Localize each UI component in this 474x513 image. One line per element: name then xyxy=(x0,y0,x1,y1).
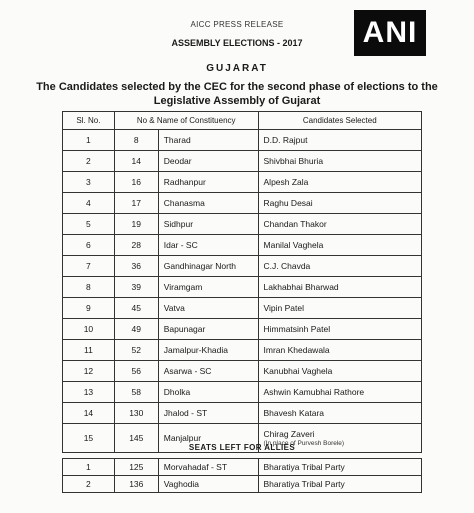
candidate-name-text: Raghu Desai xyxy=(263,198,313,208)
constituency-number-cell xyxy=(114,151,158,172)
serial-number-text: 10 xyxy=(83,324,94,334)
serial-number-cell xyxy=(63,277,115,298)
constituency-name-text: Bapunagar xyxy=(163,324,206,334)
constituency-number-cell xyxy=(114,319,158,340)
constituency-name-text: Deodar xyxy=(163,156,192,166)
ani-logo: ANI xyxy=(354,10,426,56)
candidate-name-text: C.J. Chavda xyxy=(263,261,311,271)
constituency-name-cell xyxy=(158,382,258,403)
serial-number-cell xyxy=(63,214,115,235)
table-row xyxy=(63,403,422,424)
candidate-name-cell xyxy=(258,319,421,340)
constituency-number-text: 17 xyxy=(131,198,142,208)
serial-number-text: 3 xyxy=(86,177,91,187)
constituency-number-text: 145 xyxy=(129,433,144,443)
candidate-name-cell xyxy=(258,130,421,151)
table-row xyxy=(63,340,422,361)
candidate-name-cell xyxy=(258,476,421,493)
candidate-name-cell xyxy=(258,403,421,424)
candidate-name-cell xyxy=(258,298,421,319)
table-header-row xyxy=(63,112,422,130)
constituency-number-text: 136 xyxy=(129,479,144,489)
constituency-name-cell xyxy=(158,256,258,277)
constituency-name-text: Manjalpur xyxy=(163,433,202,443)
serial-number-cell xyxy=(63,361,115,382)
table-row xyxy=(63,151,422,172)
allies-table xyxy=(62,458,422,493)
candidate-name-cell xyxy=(258,361,421,382)
constituency-name-cell xyxy=(158,193,258,214)
table-row xyxy=(63,172,422,193)
constituency-number-text: 36 xyxy=(131,261,142,271)
candidate-name-text: Bharatiya Tribal Party xyxy=(263,479,345,489)
candidate-name-text: Vipin Patel xyxy=(263,303,304,313)
candidate-name-text: Bhavesh Katara xyxy=(263,408,324,418)
table-row xyxy=(63,319,422,340)
serial-number-cell xyxy=(63,172,115,193)
table-row xyxy=(63,214,422,235)
constituency-number-text: 28 xyxy=(131,240,142,250)
table-row xyxy=(63,476,422,493)
constituency-name-cell xyxy=(158,235,258,256)
constituency-name-cell xyxy=(158,130,258,151)
constituency-number-cell xyxy=(114,340,158,361)
candidate-name-text: Chirag Zaveri xyxy=(263,429,315,439)
serial-number-cell xyxy=(63,130,115,151)
serial-number-text: 7 xyxy=(86,261,91,271)
serial-number-cell xyxy=(63,256,115,277)
candidate-name-cell xyxy=(258,214,421,235)
constituency-name-text: Asarwa - SC xyxy=(163,366,212,376)
state-title: GUJARAT xyxy=(206,63,268,74)
candidate-name-cell xyxy=(258,235,421,256)
column-header-constituency: No & Name of Constituency xyxy=(114,112,258,130)
candidate-name-cell xyxy=(258,193,421,214)
constituency-number-cell xyxy=(114,361,158,382)
press-release-label: AICC PRESS RELEASE xyxy=(190,20,284,29)
column-header-candidates: Candidates Selected xyxy=(258,112,421,130)
constituency-name-text: Chanasma xyxy=(163,198,205,208)
serial-number-cell xyxy=(63,298,115,319)
constituency-name-text: Tharad xyxy=(163,135,191,145)
candidate-name-cell xyxy=(258,256,421,277)
table-row xyxy=(63,298,422,319)
constituency-number-cell xyxy=(114,193,158,214)
serial-number-text: 12 xyxy=(83,366,94,376)
constituency-number-cell xyxy=(114,235,158,256)
candidate-name-text: Manilal Vaghela xyxy=(263,240,324,250)
constituency-name-text: Dholka xyxy=(163,387,191,397)
serial-number-text: 2 xyxy=(86,479,91,489)
constituency-name-cell xyxy=(158,361,258,382)
candidate-note: (In place of Purvesh Borele) xyxy=(263,440,345,447)
serial-number-cell xyxy=(63,151,115,172)
serial-number-text: 13 xyxy=(83,387,94,397)
constituency-number-text: 49 xyxy=(131,324,142,334)
elections-title: ASSEMBLY ELECTIONS - 2017 xyxy=(171,38,303,48)
constituency-name-text: Morvahadaf - ST xyxy=(163,462,228,472)
constituency-number-text: 56 xyxy=(131,366,142,376)
serial-number-text: 11 xyxy=(84,345,93,355)
constituency-name-text: Sidhpur xyxy=(163,219,194,229)
constituency-number-text: 39 xyxy=(131,282,142,292)
constituency-number-cell xyxy=(114,214,158,235)
constituency-name-cell xyxy=(158,476,258,493)
serial-number-cell xyxy=(63,235,115,256)
serial-number-text: 8 xyxy=(86,282,91,292)
serial-number-text: 9 xyxy=(86,303,91,313)
serial-number-cell xyxy=(63,403,115,424)
column-header-sl-no: Sl. No. xyxy=(63,112,115,130)
constituency-number-text: 8 xyxy=(133,135,139,145)
candidate-name-text: Imran Khedawala xyxy=(263,345,330,355)
constituency-number-text: 16 xyxy=(131,177,142,187)
constituency-name-cell xyxy=(158,340,258,361)
constituency-name-cell xyxy=(158,403,258,424)
candidate-name-cell xyxy=(258,382,421,403)
constituency-name-text: Vaghodia xyxy=(163,479,200,489)
constituency-name-text: Vatva xyxy=(163,303,185,313)
constituency-name-text: Jamalpur-Khadia xyxy=(163,345,228,355)
constituency-number-cell xyxy=(114,130,158,151)
constituency-number-cell xyxy=(114,277,158,298)
candidate-name-cell xyxy=(258,459,421,476)
constituency-name-text: Radhanpur xyxy=(163,177,206,187)
serial-number-cell xyxy=(63,193,115,214)
candidate-name-text: Chandan Thakor xyxy=(263,219,327,229)
allies-title: SEATS LEFT FOR ALLIES xyxy=(188,443,296,452)
constituency-name-text: Jhalod - ST xyxy=(163,408,208,418)
table-row xyxy=(63,361,422,382)
candidate-name-text: Lakhabhai Bharwad xyxy=(263,282,339,292)
candidate-name-cell xyxy=(258,172,421,193)
table-row xyxy=(63,235,422,256)
constituency-number-text: 125 xyxy=(129,462,144,472)
serial-number-text: 5 xyxy=(86,219,91,229)
candidate-name-text: Shivbhai Bhuria xyxy=(263,156,324,166)
constituency-number-cell xyxy=(114,298,158,319)
constituency-name-cell xyxy=(158,151,258,172)
constituency-name-cell xyxy=(158,298,258,319)
candidate-name-cell xyxy=(258,340,421,361)
serial-number-cell xyxy=(63,382,115,403)
serial-number-text: 15 xyxy=(83,433,94,443)
constituency-number-text: 52 xyxy=(131,345,142,355)
constituency-number-cell xyxy=(114,459,158,476)
serial-number-text: 4 xyxy=(86,198,91,208)
allies-table-body xyxy=(63,459,422,493)
document-heading: The Candidates selected by the CEC for the second phase of elections to the Legislative Assembly of Gujarat xyxy=(36,81,438,107)
constituency-number-text: 14 xyxy=(131,156,142,166)
constituency-name-cell xyxy=(158,319,258,340)
serial-number-text: 1 xyxy=(86,462,91,472)
constituency-number-text: 45 xyxy=(131,303,142,313)
candidate-name-cell xyxy=(258,277,421,298)
constituency-number-cell xyxy=(114,172,158,193)
constituency-number-cell xyxy=(114,476,158,493)
constituency-name-cell xyxy=(158,277,258,298)
constituency-number-text: 130 xyxy=(129,408,144,418)
constituency-name-cell xyxy=(158,214,258,235)
candidate-name-text: Himmatsinh Patel xyxy=(263,324,331,334)
candidate-name-text: Ashwin Kamubhai Rathore xyxy=(263,387,365,397)
serial-number-text: 1 xyxy=(86,135,91,145)
constituency-number-cell xyxy=(114,382,158,403)
candidates-table xyxy=(62,111,422,453)
constituency-name-cell xyxy=(158,459,258,476)
serial-number-text: 14 xyxy=(83,408,94,418)
candidates-table-body xyxy=(63,130,422,453)
candidate-name-text: Bharatiya Tribal Party xyxy=(263,462,345,472)
table-row xyxy=(63,256,422,277)
constituency-number-cell xyxy=(114,256,158,277)
constituency-name-text: Idar - SC xyxy=(163,240,198,250)
constituency-number-text: 58 xyxy=(131,387,142,397)
serial-number-cell xyxy=(63,476,115,493)
serial-number-cell xyxy=(63,459,115,476)
serial-number-cell xyxy=(63,340,115,361)
serial-number-text: 2 xyxy=(86,156,91,166)
constituency-name-cell xyxy=(158,172,258,193)
table-row xyxy=(63,459,422,476)
table-row xyxy=(63,277,422,298)
serial-number-text: 6 xyxy=(86,240,91,250)
constituency-name-text: Gandhinagar North xyxy=(163,261,237,271)
candidate-name-text: D.D. Rajput xyxy=(263,135,308,145)
candidate-name-text: Alpesh Zala xyxy=(263,177,309,187)
table-row xyxy=(63,193,422,214)
constituency-number-cell xyxy=(114,403,158,424)
table-row xyxy=(63,382,422,403)
table-row xyxy=(63,130,422,151)
constituency-number-text: 19 xyxy=(131,219,142,229)
candidate-name-text: Kanubhai Vaghela xyxy=(263,366,333,376)
candidate-name-cell xyxy=(258,151,421,172)
constituency-name-text: Viramgam xyxy=(163,282,203,292)
serial-number-cell xyxy=(63,319,115,340)
